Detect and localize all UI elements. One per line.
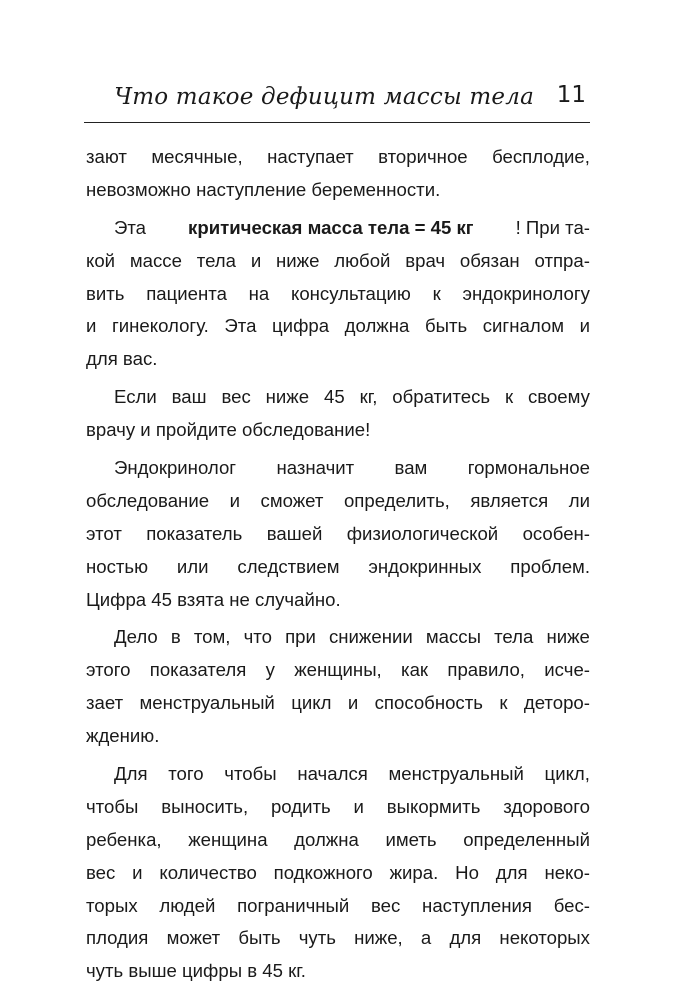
word: или [176,555,209,577]
word: цикл, [544,763,590,785]
word: кой [86,249,116,271]
running-header [84,78,590,123]
word: является [470,489,549,511]
word: Эндокринолог [114,457,237,479]
text-line: ждению. [86,725,160,747]
word: кг, [359,386,378,408]
body-text [86,141,590,988]
text-fragment: Эта [114,216,147,238]
word: следствием [237,555,340,577]
text-line [86,551,590,584]
word: как [401,659,429,681]
text-line [86,485,590,518]
text-line [86,452,590,485]
word: выкормить [386,795,481,817]
text-line: невозможно наступление беременности. [86,178,441,200]
word: любой [334,249,391,271]
word: и [250,249,262,271]
word: показателя [149,659,247,681]
word: иметь [385,828,437,850]
word: пациента [146,282,227,304]
word: и [579,315,590,337]
text-line [86,654,590,687]
word: массе [129,249,182,271]
text-line [86,687,590,720]
word: женщины, [294,659,382,681]
word: сможет [260,489,324,511]
word: наступления [422,894,532,916]
word: а [420,927,432,949]
word: что [243,626,272,648]
word: способность [374,692,483,714]
word: вить [86,282,125,304]
word: показатель [146,522,243,544]
text-line [86,758,590,791]
text-line [86,310,590,343]
word: ваш [171,386,207,408]
word: чуть [298,927,336,949]
word: ли [568,489,590,511]
word: особен- [522,522,590,544]
word: того [168,763,204,785]
word: физиологической [346,522,499,544]
word: менструальный [139,692,275,714]
word: консультацию [290,282,411,304]
word: вес [221,386,251,408]
word: Дело [114,626,158,648]
word: обследование [86,489,210,511]
text-line: врачу и пройдите обследование! [86,419,371,441]
text-line [86,922,590,955]
word: своему [528,386,590,408]
word: Для [114,763,148,785]
word: ниже [265,386,310,408]
word: должна [294,828,359,850]
word: плодия [86,927,149,949]
word: снижении [328,626,413,648]
word: гормональное [467,457,590,479]
word: может [166,927,221,949]
word: этого [86,659,131,681]
text-line [86,212,590,245]
word: деторо- [523,692,590,714]
paragraph [86,141,590,207]
text-line: Цифра 45 взята не случайно. [86,588,341,610]
word: менструальный [388,763,524,785]
word: обязан [459,249,520,271]
word: ниже [546,626,590,648]
word: вес [86,861,116,883]
paragraph [86,758,590,988]
word: эндокринных [368,555,482,577]
word: наступает [267,146,354,167]
word: тела [494,626,534,648]
word: зает [86,692,124,714]
word: 45 [323,386,345,408]
word: тела [196,249,236,271]
text-line: для вас. [86,348,158,370]
text-line [86,278,590,311]
word: гинекологу. [111,315,209,337]
word: пограничный [237,894,350,916]
word: на [248,282,270,304]
word: женщина [188,828,268,850]
word: исче- [544,659,590,681]
word: ребенка, [86,828,162,850]
word: выносить, [161,795,249,817]
word: Но [455,861,479,883]
word: подкожного [273,861,373,883]
word: некоторых [499,927,590,949]
paragraph [86,381,590,447]
word: чтобы [86,795,139,817]
word: к [432,282,441,304]
text-line [86,518,590,551]
word: ниже [276,249,320,271]
word: вашей [266,522,323,544]
text-line [86,824,590,857]
word: и [132,861,143,883]
text-fragment: ! При та- [515,216,590,238]
text-line [86,791,590,824]
word: и [347,692,359,714]
word: отпра- [534,249,590,271]
word: начался [297,763,368,785]
paragraph [86,621,590,753]
word: и [86,315,97,337]
word: торых [86,894,138,916]
text-line [86,381,590,414]
page-number: 11 [556,82,586,108]
word: цикл [291,692,332,714]
word: массы [425,626,481,648]
word: вторичное [378,146,468,167]
word: врач [405,249,446,271]
word: количество [159,861,257,883]
chapter-title: Что такое дефицит массы тела [114,84,534,110]
word: быть [424,315,468,337]
word: ностью [86,555,149,577]
word: в [170,626,181,648]
word: у [265,659,275,681]
word: том, [193,626,231,648]
word: обратитесь [392,386,491,408]
text-line [86,245,590,278]
word: родить [270,795,331,817]
word: этот [86,522,122,544]
word: определенный [463,828,590,850]
word: для [449,927,482,949]
word: чтобы [224,763,277,785]
word: к [504,386,514,408]
text-line: чуть выше цифры в 45 кг. [86,960,306,982]
word: месячные, [151,146,243,167]
word: людей [159,894,216,916]
word: и [353,795,364,817]
word: Если [114,386,157,408]
word: проблем. [510,555,590,577]
paragraph [86,212,590,376]
word: должна [344,315,410,337]
word: быть [238,927,281,949]
word: назначит [276,457,355,479]
word: и [229,489,240,511]
word: эндокринологу [462,282,590,304]
word: ниже, [354,927,403,949]
word: Эта [224,315,257,337]
paragraph [86,452,590,616]
word: бесплодие, [492,146,590,167]
text-line [86,857,590,890]
word: для [495,861,528,883]
text-line [86,621,590,654]
text-line [86,141,590,174]
word: здорового [503,795,590,817]
word: цифра [272,315,330,337]
word: правило, [447,659,525,681]
text-line [86,890,590,923]
word: бес- [553,894,590,916]
word: вам [394,457,428,479]
emphasis-text: критическая масса тела = 45 кг [188,216,474,238]
word: определить, [343,489,450,511]
word: жира. [389,861,439,883]
word: сигналом [482,315,565,337]
word: неко- [544,861,590,883]
word: вес [371,894,401,916]
word: к [499,692,508,714]
word: при [285,626,316,648]
word: зают [86,146,127,167]
